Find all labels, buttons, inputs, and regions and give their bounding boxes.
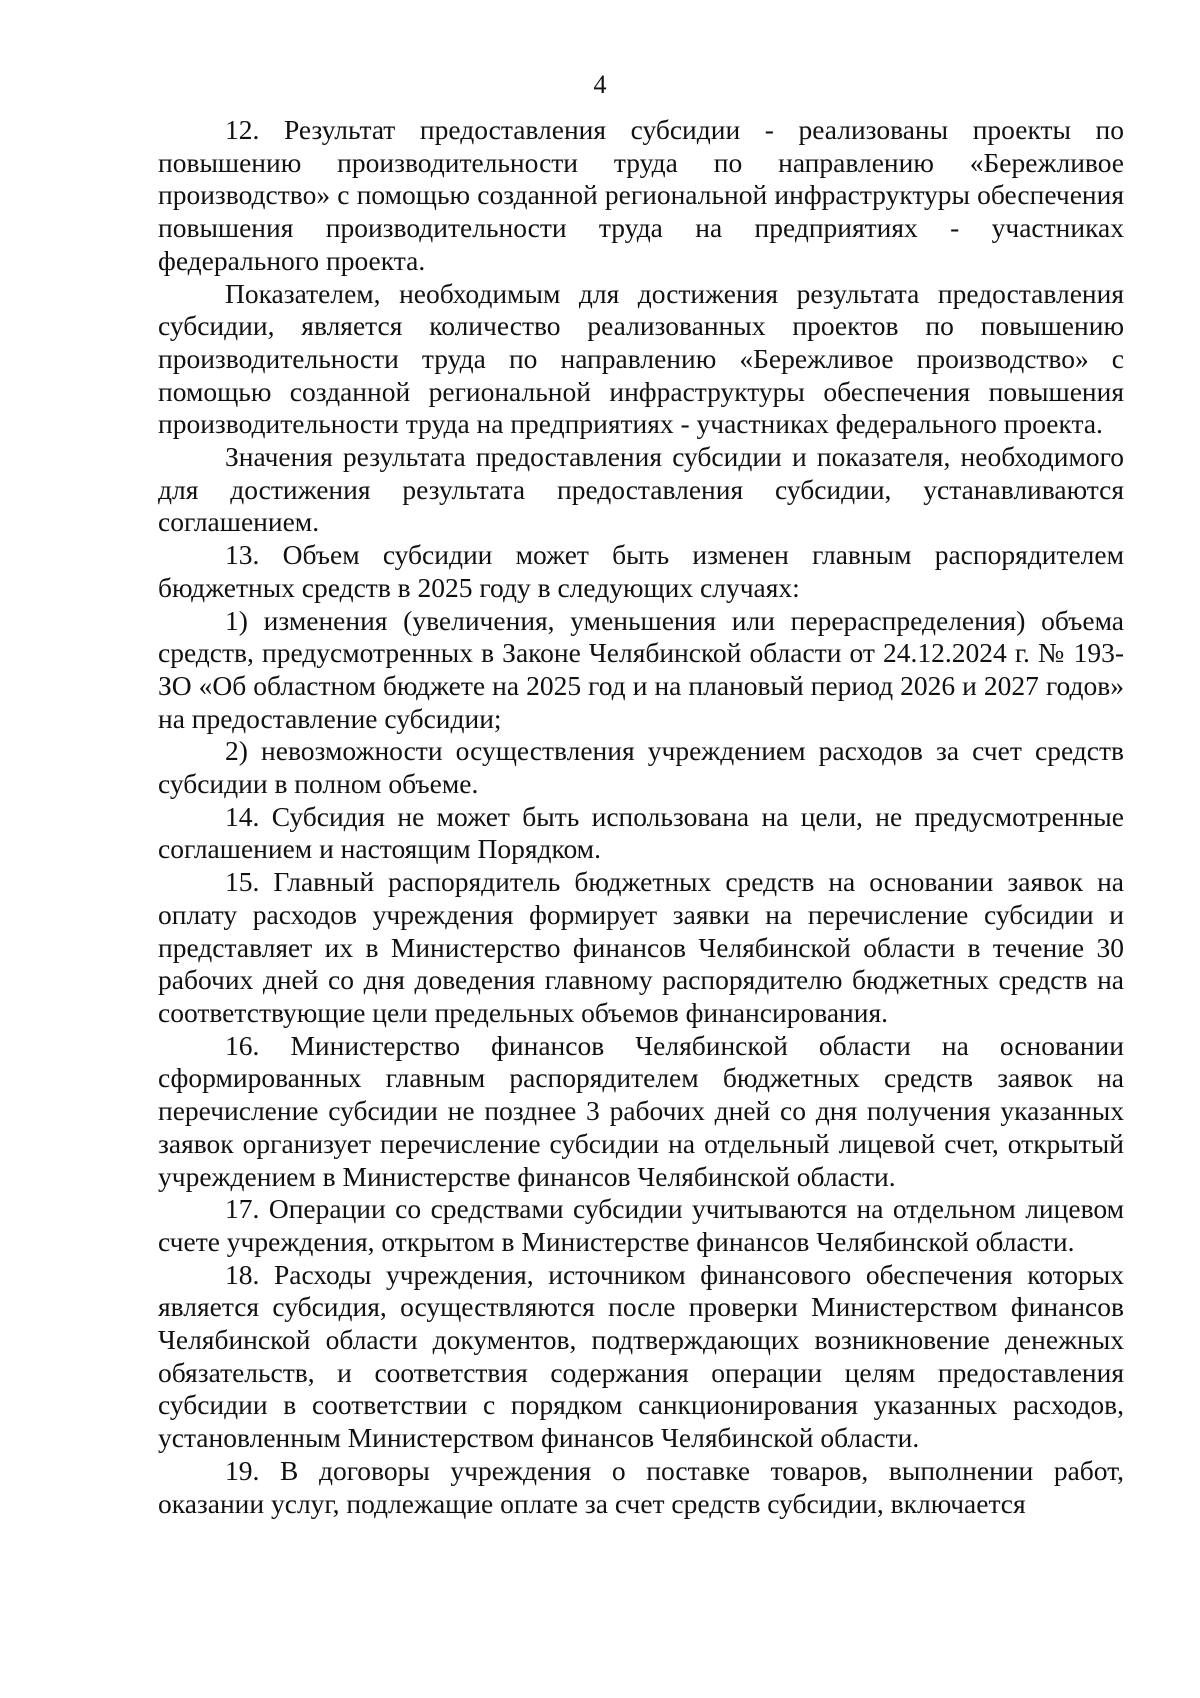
paragraph-values: Значения результата предоставления субсидии и показателя, необходимого для достижения результата предоставления субсидии, устанавливаются соглашением. — [158, 441, 1124, 538]
paragraph-12-result: 12. Результат предоставления субсидии - реализованы проекты по повышению производительности труда по направлению «Бережливое производство» с помощью созданной региональной инфраструктуры обеспечения повышения производительности труда на предприятиях - участниках федерального проекта. — [158, 114, 1124, 276]
document-body — [158, 114, 1124, 1520]
paragraph-13-case-2: 2) невозможности осуществления учреждением расходов за счет средств субсидии в полном объеме. — [158, 735, 1124, 800]
paragraph-15: 15. Главный распорядитель бюджетных средств на основании заявок на оплату расходов учреждения формирует заявки на перечисление субсидии и представляет их в Министерство финансов Челябинской области в течение 30 рабочих дней со дня доведения главному распорядителю бюджетных средств на соответствующие цели предельных объемов финансирования. — [158, 866, 1124, 1028]
paragraph-13-volume: 13. Объем субсидии может быть изменен главным распорядителем бюджетных средств в 2025 году в следующих случаях: — [158, 539, 1124, 603]
paragraph-indicator: Показателем, необходимым для достижения результата предоставления субсидии, является количество реализованных проектов по повышению производительности труда по направлению «Бережливое производство» с помощью созданной региональной инфраструктуры обеспечения повышения производительности труда на предприятиях - участниках федерального проекта. — [158, 277, 1124, 440]
paragraph-18: 18. Расходы учреждения, источником финансового обеспечения которых является субсидия, осуществляются после проверки Министерством финансов Челябинской области документов, подтверждающих возникновение денежных обязательств, и соответствия содержания операции целям предоставления субсидии в соответствии с порядком санкционирования указанных расходов, установленным Министерством финансов Челябинской области. — [158, 1258, 1124, 1454]
paragraph-14: 14. Субсидия не может быть использована на цели, не предусмотренные соглашением и настоящим Порядком. — [158, 800, 1124, 865]
paragraph-19: 19. В договоры учреждения о поставке товаров, выполнении работ, оказании услуг, подлежащие оплате за счет средств субсидии, включается — [158, 1454, 1124, 1519]
paragraph-16: 16. Министерство финансов Челябинской области на основании сформированных главным распорядителем бюджетных средств заявок на перечисление субсидии не позднее 3 рабочих дней со дня получения указанных заявок организует перечисление субсидии на отдельный лицевой счет, открытый учреждением в Министерстве финансов Челябинской области. — [158, 1029, 1124, 1192]
page-number: 4 — [593, 70, 607, 99]
paragraph-13-case-1: 1) изменения (увеличения, уменьшения или перераспределения) объема средств, предусмотренных в Законе Челябинской области от 24.12.2024 г. № 193-ЗО «Об областном бюджете на 2025 год и на плановый период 2026 и 2027 годов» на предоставление субсидии; — [158, 604, 1124, 734]
paragraph-17: 17. Операции со средствами субсидии учитываются на отдельном лицевом счете учреждения, открытом в Министерстве финансов Челябинской области. — [158, 1193, 1124, 1257]
